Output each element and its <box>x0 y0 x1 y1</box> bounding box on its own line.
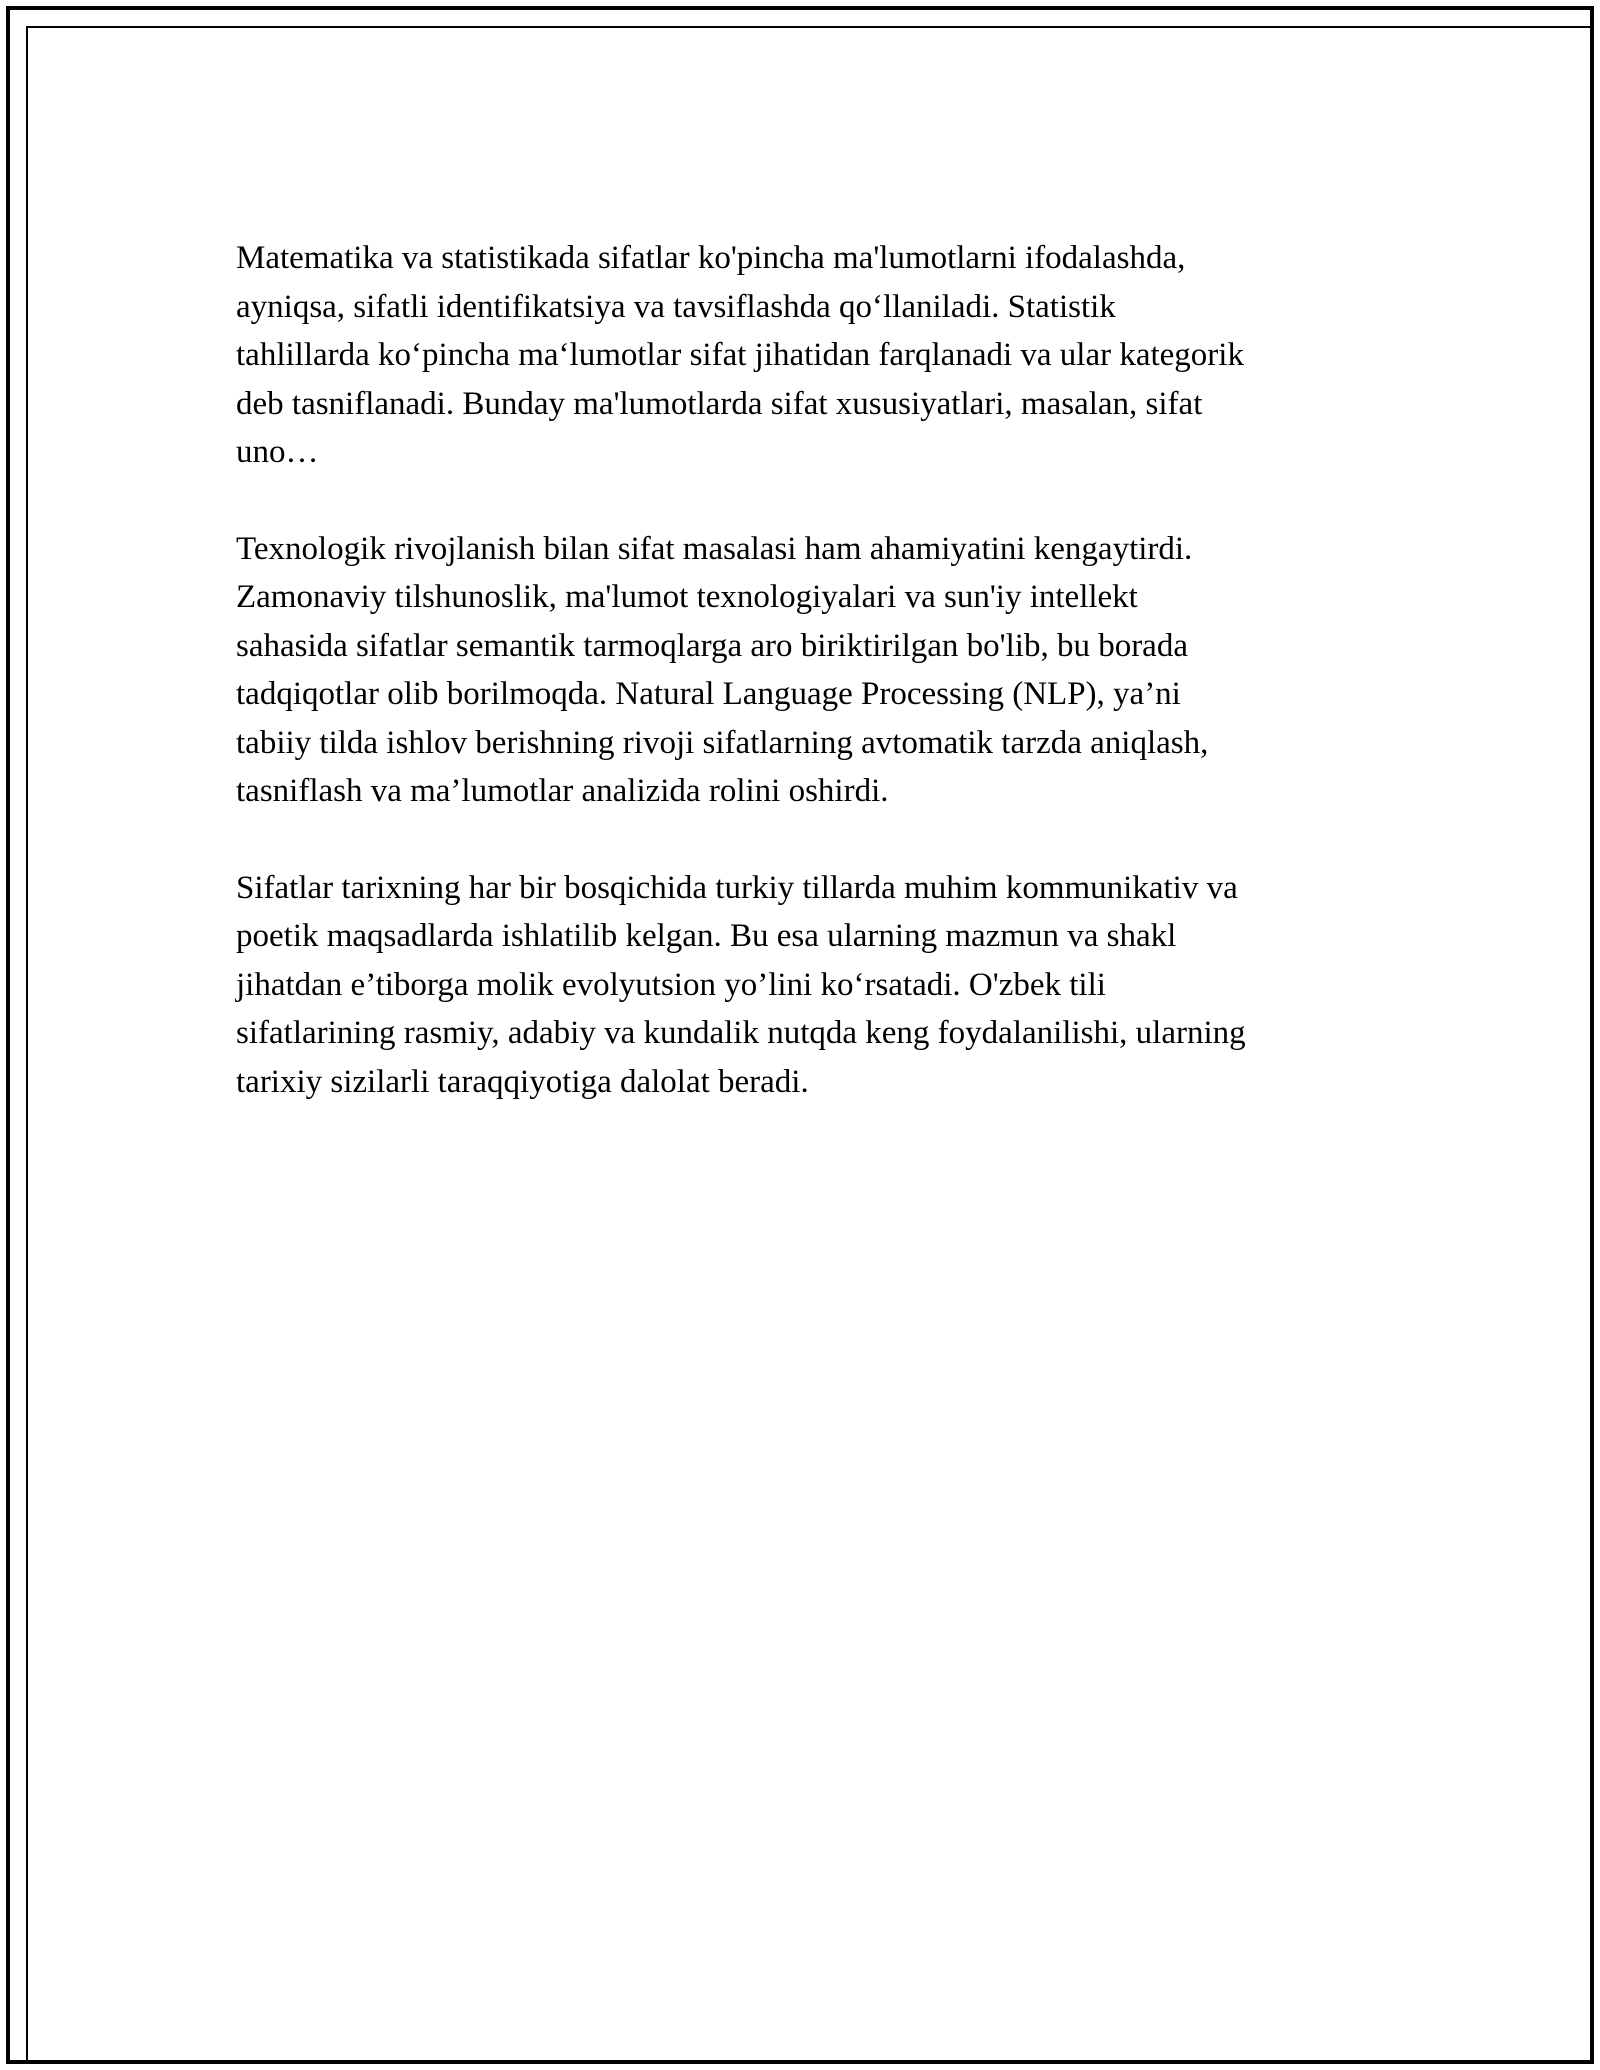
text-line: uno… <box>236 434 319 470</box>
text-line: tadqiqotlar olib borilmoqda. Natural Language Processing (NLP), ya’ni <box>236 676 1181 712</box>
text-line: poetik maqsadlarda ishlatilib kelgan. Bu esa ularning mazmun va shakl <box>236 918 1177 954</box>
text-line: tarixiy sizilarli taraqqiyotiga dalolat beradi. <box>236 1063 809 1100</box>
text-line: ayniqsa, sifatli identifikatsiya va tavsiflashda qo‘llaniladi. Statistik <box>236 288 1116 325</box>
text-line: Matematika va statistikada sifatlar ko'pincha ma'lumotlarni ifodalashda, <box>236 240 1186 276</box>
text-line: tahlillarda ko‘pincha ma‘lumotlar sifat jihatidan farqlanadi va ular kategorik <box>236 337 1244 373</box>
text-line: jihatdan e’tiborga molik evolyutsion yo’lini ko‘rsatadi. O'zbek tili <box>236 966 1106 1003</box>
text-line: Texnologik rivojlanish bilan sifat masalasi ham ahamiyatini kengaytirdi. <box>236 530 1193 567</box>
text-line: Zamonaviy tilshunoslik, ma'lumot texnologiyalari va sun'iy intellekt <box>236 579 1138 615</box>
text-line: Sifatlar tarixning har bir bosqichida turkiy tillarda muhim kommunikativ va <box>236 869 1238 906</box>
text-line: sahasida sifatlar semantik tarmoqlarga aro biriktirilgan bo'lib, bu borada <box>236 627 1188 664</box>
text-line: sifatlarining rasmiy, adabiy va kundalik nutqda keng foydalanilishi, ularning <box>236 1015 1246 1051</box>
text-line: tabiiy tilda ishlov berishning rivoji sifatlarning avtomatik tarzda aniqlash, <box>236 724 1209 761</box>
text-line: tasniflash va ma’lumotlar analizida rolini oshirdi. <box>236 773 889 809</box>
paragraph-3 <box>236 864 1376 1107</box>
paragraph-1 <box>236 234 1376 477</box>
paragraph-2 <box>236 525 1376 816</box>
text-line: deb tasniflanadi. Bunday ma'lumotlarda sifat xususiyatlari, masalan, sifat <box>236 385 1203 422</box>
document-body <box>236 234 1376 1154</box>
